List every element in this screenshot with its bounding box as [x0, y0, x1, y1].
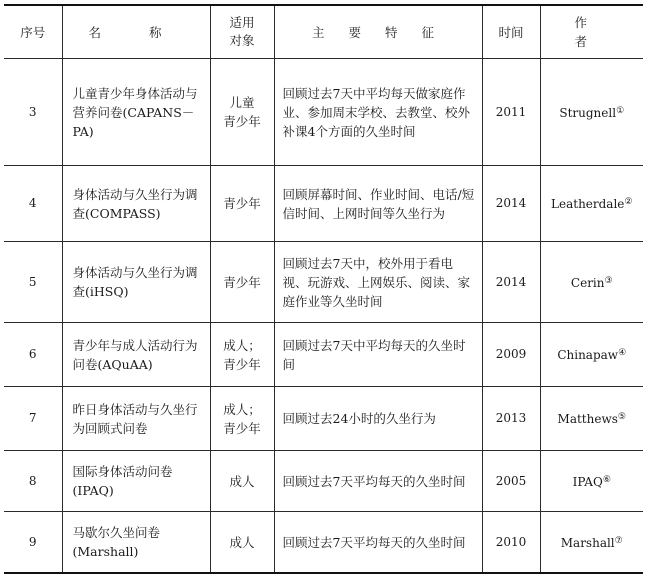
row-name: 马歇尔久坐问卷(Marshall) — [62, 512, 210, 574]
author-name: Leatherdale — [551, 197, 625, 211]
table-row — [4, 242, 643, 323]
table-row — [4, 387, 643, 451]
row-author — [540, 323, 643, 387]
row-name: 国际身体活动问卷(IPAQ) — [62, 451, 210, 512]
row-features: 回顾屏幕时间、作业时间、电话/短信时间、上网时间等久坐行为 — [274, 166, 482, 242]
footnote-marker: ⑦ — [614, 535, 623, 546]
author-name: Strugnell — [559, 105, 617, 120]
author-name: Matthews — [557, 412, 618, 426]
row-no: 3 — [4, 59, 62, 166]
header-year: 时间 — [482, 5, 540, 59]
row-name: 昨日身体活动与久坐行为回顾式问卷 — [62, 387, 210, 451]
footnote-marker: ⑥ — [602, 474, 611, 485]
row-year: 2011 — [482, 59, 540, 166]
row-no: 9 — [4, 512, 62, 574]
header-author: 作 者 — [540, 5, 643, 59]
row-name: 青少年与成人活动行为问卷(AQuAA) — [62, 323, 210, 387]
author-name: Marshall — [560, 535, 615, 550]
row-year: 2014 — [482, 242, 540, 323]
footnote-marker: ① — [616, 105, 625, 116]
row-object: 儿童 青少年 — [210, 59, 274, 166]
author-name: Cerin — [570, 275, 605, 290]
row-author — [540, 387, 643, 451]
header-no: 序号 — [4, 5, 62, 59]
row-author — [540, 512, 643, 574]
row-name: 身体活动与久坐行为调查(COMPASS) — [62, 166, 210, 242]
author-name: IPAQ — [572, 474, 603, 489]
row-no: 6 — [4, 323, 62, 387]
header-name: 名 称 — [62, 5, 210, 59]
row-no: 7 — [4, 387, 62, 451]
row-object: 成人； 青少年 — [210, 323, 274, 387]
header-object: 适用 对象 — [210, 5, 274, 59]
row-features: 回顾过去7天中平均每天做家庭作业、参加周末学校、去教堂、校外补课4个方面的久坐时间 — [274, 59, 482, 166]
row-name: 身体活动与久坐行为调查(iHSQ) — [62, 242, 210, 323]
table-row — [4, 451, 643, 512]
row-author — [540, 451, 643, 512]
row-object: 成人； 青少年 — [210, 387, 274, 451]
footnote-marker: ② — [624, 197, 633, 207]
table-row — [4, 323, 643, 387]
header-features: 主 要 特 征 — [274, 5, 482, 59]
questionnaire-table — [4, 4, 643, 574]
row-no: 5 — [4, 242, 62, 323]
footnote-marker: ③ — [604, 275, 613, 286]
row-object: 青少年 — [210, 166, 274, 242]
footnote-marker: ④ — [618, 348, 627, 358]
row-year: 2014 — [482, 166, 540, 242]
row-author — [540, 59, 643, 166]
row-author — [540, 242, 643, 323]
row-object: 成人 — [210, 451, 274, 512]
row-features: 回顾过去7天中平均每天的久坐时间 — [274, 323, 482, 387]
row-features: 回顾过去7天中，校外用于看电视、玩游戏、上网娱乐、阅读、家庭作业等久坐时间 — [274, 242, 482, 323]
row-year: 2009 — [482, 323, 540, 387]
table-row — [4, 59, 643, 166]
row-features: 回顾过去24小时的久坐行为 — [274, 387, 482, 451]
row-features: 回顾过去7天平均每天的久坐时间 — [274, 451, 482, 512]
row-features: 回顾过去7天平均每天的久坐时间 — [274, 512, 482, 574]
row-year: 2013 — [482, 387, 540, 451]
row-author — [540, 166, 643, 242]
row-no: 4 — [4, 166, 62, 242]
table-row — [4, 166, 643, 242]
table-row — [4, 512, 643, 574]
row-object: 成人 — [210, 512, 274, 574]
table-header-row — [4, 5, 643, 59]
row-year: 2010 — [482, 512, 540, 574]
row-object: 青少年 — [210, 242, 274, 323]
row-year: 2005 — [482, 451, 540, 512]
author-name: Chinapaw — [557, 348, 619, 362]
footnote-marker: ⑤ — [617, 412, 626, 422]
row-no: 8 — [4, 451, 62, 512]
row-name: 儿童青少年身体活动与营养问卷(CAPANS－PA) — [62, 59, 210, 166]
